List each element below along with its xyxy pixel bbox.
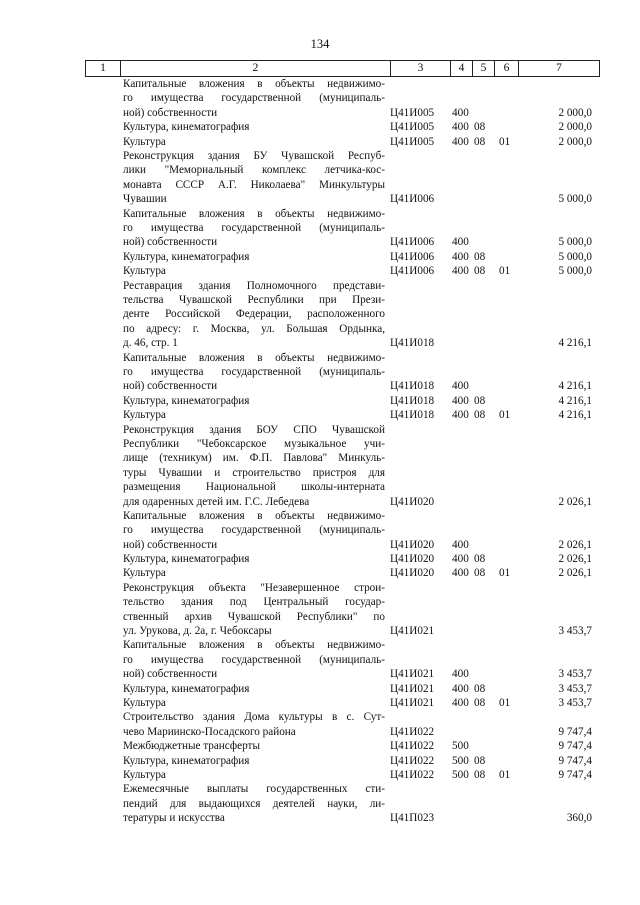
description-line: для одаренных детей им. Г.С. Лебедева [123, 495, 310, 508]
row-description [123, 250, 385, 264]
header-col-1: 1 [85, 61, 121, 76]
row-col4: 400 [452, 380, 469, 393]
row-col4: 400 [452, 394, 469, 407]
description-line: Реконструкция здания БУ Чувашской Респуб- [123, 149, 385, 162]
header-col-3: 3 [391, 61, 451, 76]
description-line: д. 46, стр. 1 [123, 337, 178, 350]
description-line: Культура, кинематография [123, 553, 250, 566]
row-amount: 3 453,7 [558, 668, 592, 681]
description-line: Строительство здания Дома культуры в с. Сут- [123, 711, 385, 724]
row-description [123, 739, 385, 753]
row-col4: 500 [452, 769, 469, 781]
row-code: Ц41П023 [390, 812, 435, 825]
row-code: Ц41И005 [390, 135, 435, 148]
description-line: Культура [123, 135, 166, 148]
table-body [0, 77, 640, 826]
table-row [0, 250, 640, 264]
row-col5: 08 [474, 769, 486, 781]
description-line: Капитальные вложения в объекты недвижимо- [123, 351, 385, 364]
table-row [0, 768, 640, 782]
description-line: Реконструкция объекта "Незавершенное строи- [123, 581, 385, 594]
row-col4: 400 [452, 538, 469, 551]
description-line: ной) собственности [123, 668, 218, 681]
description-line: ной) собственности [123, 106, 218, 119]
row-description [123, 552, 385, 566]
row-description [123, 638, 385, 681]
table-row [0, 552, 640, 566]
row-col4: 400 [452, 668, 469, 681]
description-line: Культура, кинематография [123, 754, 250, 767]
row-col5: 08 [474, 409, 486, 422]
description-line: го имущества государственной (муниципаль- [123, 524, 385, 537]
row-col5: 08 [474, 265, 486, 278]
row-amount: 2 026,1 [558, 495, 592, 508]
row-amount: 5 000,0 [558, 193, 592, 206]
row-description [123, 264, 385, 278]
description-line: Капитальные вложения в объекты недвижимо- [123, 78, 385, 90]
row-code: Ц41И006 [390, 193, 435, 206]
row-amount: 2 000,0 [558, 106, 592, 119]
row-col4: 400 [452, 697, 469, 710]
table-row [0, 739, 640, 753]
row-col4: 500 [452, 740, 469, 753]
row-code: Ц41И021 [390, 697, 435, 710]
row-code: Ц41И021 [390, 625, 435, 638]
row-amount: 9 747,4 [558, 769, 592, 781]
table-row [0, 135, 640, 149]
row-amount: 3 453,7 [558, 682, 592, 695]
row-code: Ц41И022 [390, 740, 435, 753]
description-line: чево Мариинско-Посадского района [123, 725, 296, 738]
table-row [0, 351, 640, 394]
row-description [123, 581, 385, 639]
description-line: Культура [123, 265, 166, 278]
description-line: Культура, кинематография [123, 682, 250, 695]
description-line: размещения Национальной школы-интерната [123, 481, 385, 494]
description-line: Капитальные вложения в объекты недвижимо- [123, 509, 385, 522]
description-line: Культура, кинематография [123, 250, 250, 263]
row-description [123, 149, 385, 207]
row-code: Ц41И006 [390, 265, 435, 278]
row-col4: 400 [452, 250, 469, 263]
row-col5: 08 [474, 682, 486, 695]
row-description [123, 351, 385, 394]
row-description [123, 782, 385, 825]
row-code: Ц41И018 [390, 409, 435, 422]
row-col6: 01 [499, 135, 511, 148]
row-description [123, 120, 385, 134]
header-col-6: 6 [495, 61, 519, 76]
row-col6: 01 [499, 769, 511, 781]
row-amount: 3 453,7 [558, 625, 592, 638]
row-code: Ц41И006 [390, 236, 435, 249]
row-col5: 08 [474, 121, 486, 134]
row-amount: 2 000,0 [558, 135, 592, 148]
row-description [123, 394, 385, 408]
row-description [123, 135, 385, 149]
description-line: ул. Урукова, д. 2а, г. Чебоксары [123, 625, 272, 638]
description-line: тературы и искусства [123, 812, 225, 825]
description-line: по адресу: г. Москва, ул. Большая Ордынка, [123, 322, 385, 335]
description-line: го имущества государственной (муниципаль- [123, 221, 385, 234]
description-line: лище (техникум) им. Ф.П. Павлова" Минкуль- [123, 452, 385, 465]
row-description [123, 682, 385, 696]
row-code: Ц41И018 [390, 380, 435, 393]
description-line: Культура, кинематография [123, 121, 250, 134]
header-col-5: 5 [473, 61, 495, 76]
row-col4: 400 [452, 265, 469, 278]
row-description [123, 77, 385, 120]
table-row [0, 394, 640, 408]
row-col4: 400 [452, 409, 469, 422]
table-row [0, 509, 640, 552]
row-col5: 08 [474, 567, 486, 580]
row-col4: 500 [452, 754, 469, 767]
row-description [123, 768, 385, 782]
table-row [0, 782, 640, 825]
row-col5: 08 [474, 697, 486, 710]
row-code: Ц41И018 [390, 337, 435, 350]
description-line: лики "Мемориальный комплекс летчика-кос- [123, 164, 385, 177]
header-col-7: 7 [519, 61, 600, 76]
description-line: Культура, кинематография [123, 394, 250, 407]
row-amount: 4 216,1 [558, 337, 592, 350]
description-line: ной) собственности [123, 380, 218, 393]
row-code: Ц41И005 [390, 121, 435, 134]
row-col4: 400 [452, 567, 469, 580]
description-line: го имущества государственной (муниципаль- [123, 92, 385, 105]
row-amount: 2 026,1 [558, 567, 592, 580]
row-description [123, 207, 385, 250]
description-line: Культура [123, 409, 166, 422]
table-row [0, 149, 640, 207]
row-amount: 2 026,1 [558, 553, 592, 566]
row-code: Ц41И022 [390, 769, 435, 781]
row-code: Ц41И021 [390, 682, 435, 695]
description-line: тельство здания под Центральный государ- [123, 596, 385, 609]
row-amount: 5 000,0 [558, 265, 592, 278]
description-line: Культура [123, 697, 166, 710]
row-description [123, 754, 385, 768]
table-row [0, 710, 640, 739]
description-line: тельства Чувашской Республики при Прези- [123, 293, 385, 306]
row-amount: 9 747,4 [558, 725, 592, 738]
row-col6: 01 [499, 697, 511, 710]
table-header [85, 60, 600, 77]
description-line: ной) собственности [123, 236, 218, 249]
table-row [0, 77, 640, 120]
row-code: Ц41И006 [390, 250, 435, 263]
table-row [0, 207, 640, 250]
row-amount: 9 747,4 [558, 754, 592, 767]
row-description [123, 710, 385, 739]
row-col4: 400 [452, 135, 469, 148]
row-code: Ц41И022 [390, 725, 435, 738]
row-code: Ц41И018 [390, 394, 435, 407]
row-amount: 360,0 [566, 812, 592, 825]
table-row [0, 566, 640, 580]
row-description [123, 566, 385, 580]
description-line: Реконструкция здания БОУ СПО Чувашской [123, 423, 385, 436]
description-line: Капитальные вложения в объекты недвижимо- [123, 639, 385, 652]
description-line: ной) собственности [123, 538, 218, 551]
row-code: Ц41И022 [390, 754, 435, 767]
description-line: Реставрация здания Полномочного представи- [123, 279, 385, 292]
row-amount: 4 216,1 [558, 380, 592, 393]
row-amount: 3 453,7 [558, 697, 592, 710]
table-row [0, 754, 640, 768]
page-number: 134 [310, 37, 330, 51]
row-code: Ц41И021 [390, 668, 435, 681]
row-amount: 5 000,0 [558, 236, 592, 249]
table-row [0, 638, 640, 681]
table-row [0, 581, 640, 639]
description-line: монавта СССР А.Г. Николаева" Минкультуры [123, 178, 385, 191]
row-col5: 08 [474, 754, 486, 767]
row-amount: 9 747,4 [558, 740, 592, 753]
description-line: Межбюджетные трансферты [123, 740, 260, 753]
description-line: Культура [123, 769, 166, 781]
description-line: Республики "Чебоксарское музыкальное учи- [123, 437, 385, 450]
description-line: ственный архив Чувашской Республики" по [123, 610, 385, 623]
table-row [0, 696, 640, 710]
table-row [0, 682, 640, 696]
row-description [123, 279, 385, 351]
row-description [123, 509, 385, 552]
row-col4: 400 [452, 121, 469, 134]
header-col-4: 4 [451, 61, 473, 76]
table-row [0, 120, 640, 134]
row-col5: 08 [474, 250, 486, 263]
row-col4: 400 [452, 553, 469, 566]
description-line: пендий для выдающихся деятелей науки, ли- [123, 797, 385, 810]
row-code: Ц41И005 [390, 106, 435, 119]
row-code: Ц41И020 [390, 567, 435, 580]
row-col4: 400 [452, 682, 469, 695]
row-amount: 5 000,0 [558, 250, 592, 263]
row-col6: 01 [499, 409, 511, 422]
row-description [123, 696, 385, 710]
row-col5: 08 [474, 553, 486, 566]
row-code: Ц41И020 [390, 553, 435, 566]
description-line: Ежемесячные выплаты государственных сти- [123, 783, 385, 796]
description-line: Культура [123, 567, 166, 580]
row-col4: 400 [452, 236, 469, 249]
row-col4: 400 [452, 106, 469, 119]
description-line: Капитальные вложения в объекты недвижимо- [123, 207, 385, 220]
description-line: го имущества государственной (муниципаль- [123, 653, 385, 666]
row-col6: 01 [499, 567, 511, 580]
description-line: го имущества государственной (муниципаль- [123, 365, 385, 378]
table-row [0, 423, 640, 509]
row-amount: 2 000,0 [558, 121, 592, 134]
row-description [123, 408, 385, 422]
description-line: Чувашии [123, 193, 167, 206]
row-code: Ц41И020 [390, 495, 435, 508]
row-col5: 08 [474, 394, 486, 407]
row-amount: 2 026,1 [558, 538, 592, 551]
description-line: туры Чувашии и строительство пристроя для [123, 466, 385, 479]
table-row [0, 279, 640, 351]
table-row [0, 408, 640, 422]
description-line: денте Российской Федерации, расположенного [123, 308, 385, 321]
header-col-2: 2 [121, 61, 391, 76]
row-amount: 4 216,1 [558, 409, 592, 422]
table-row [0, 264, 640, 278]
row-description [123, 423, 385, 509]
row-col6: 01 [499, 265, 511, 278]
row-amount: 4 216,1 [558, 394, 592, 407]
row-code: Ц41И020 [390, 538, 435, 551]
row-col5: 08 [474, 135, 486, 148]
